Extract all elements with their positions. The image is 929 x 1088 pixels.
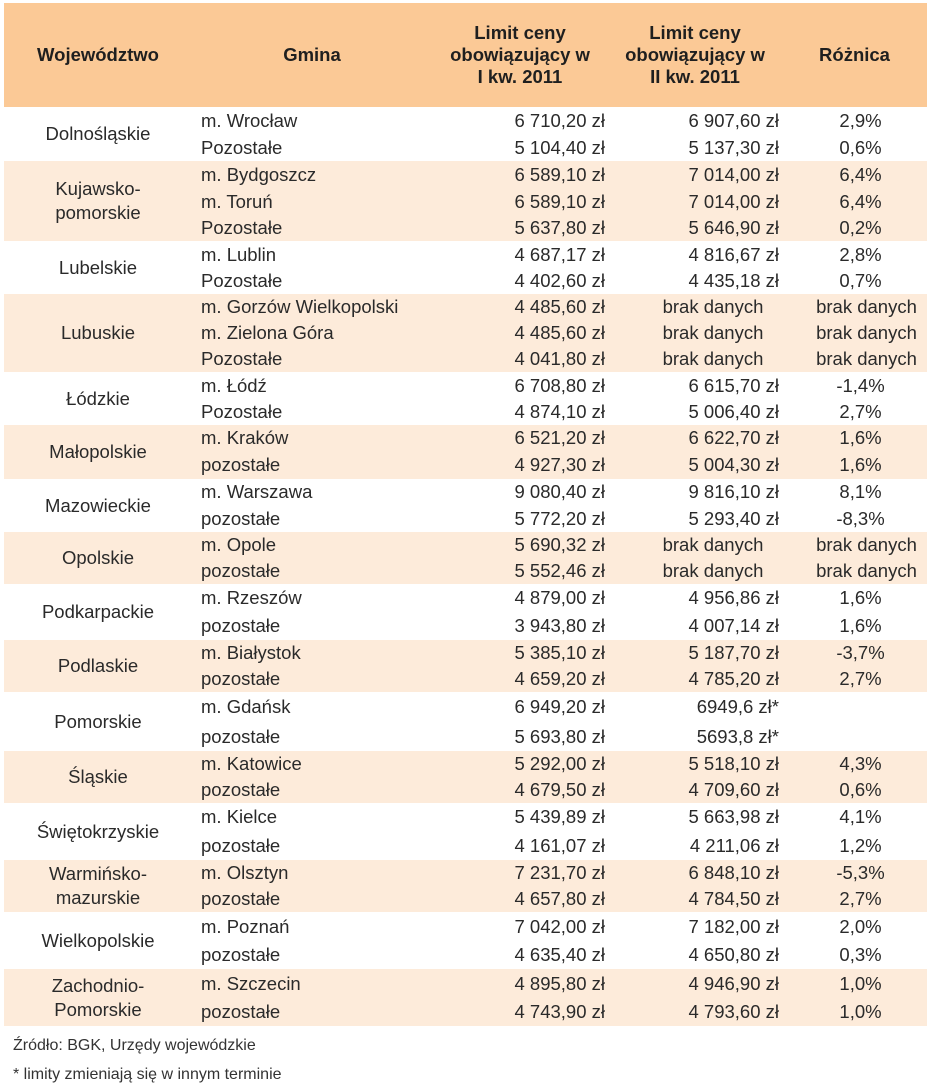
cell-limit-q1: 5 772,20 zł <box>514 507 605 529</box>
cell-limit-q1: 4 402,60 zł <box>514 270 605 291</box>
table-row <box>4 584 927 612</box>
cell-gmina: pozostałe <box>192 998 432 1026</box>
cell-limit-q1: 4 687,17 zł <box>514 243 605 265</box>
cell-limit-q1: 4 879,00 zł <box>514 587 605 608</box>
cell-limit-q1: 9 080,40 zł <box>514 481 605 502</box>
cell-gmina: pozostałe <box>192 777 432 803</box>
cell-limit-q1: 7 042,00 zł <box>514 915 605 937</box>
cell-limit-q2: 5 663,98 zł <box>688 806 779 827</box>
cell-limit-q1: 4 485,60 zł <box>432 320 608 346</box>
cell-gmina: m. Białystok <box>192 640 432 666</box>
cell-limit-q1: 5 104,40 zł <box>514 137 605 158</box>
cell-wojewodztwo: Wielkopolskie <box>41 929 155 951</box>
cell-roznica: 1,6% <box>782 425 927 451</box>
cell-wojewodztwo: Śląskie <box>4 751 192 803</box>
cell-gmina: m. Gorzów Wielkopolski <box>192 294 432 320</box>
cell-gmina: m. Olsztyn <box>192 860 432 886</box>
cell-roznica: 4,3% <box>782 751 927 777</box>
cell-gmina: pozostałe <box>201 944 281 965</box>
cell-roznica: -5,3% <box>782 860 927 886</box>
cell-roznica: brak danych <box>782 558 927 584</box>
cell-roznica: 0,6% <box>782 777 927 803</box>
cell-limit-q2: brak danych <box>608 558 782 584</box>
table-row <box>4 161 927 189</box>
cell-gmina: pozostałe <box>201 725 281 747</box>
cell-gmina: m. Wrocław <box>201 110 298 131</box>
cell-gmina: Pozostałe <box>192 215 432 241</box>
cell-limit-q2: 4 956,86 zł <box>688 587 779 608</box>
cell-gmina: Pozostałe <box>192 346 432 372</box>
table-header <box>4 3 927 107</box>
cell-roznica: 0,7% <box>839 270 882 291</box>
cell-roznica: 6,4% <box>782 189 927 215</box>
table-row <box>4 479 927 505</box>
cell-roznica: 1,2% <box>839 834 882 856</box>
footnote: * limity zmieniają się w innym terminie <box>13 1066 282 1083</box>
cell-limit-q2: 9 816,10 zł <box>688 481 779 502</box>
table-row <box>4 692 927 722</box>
cell-gmina: pozostałe <box>192 451 432 479</box>
cell-roznica: 1,0% <box>782 998 927 1026</box>
cell-limit-q2: brak danych <box>608 532 782 558</box>
cell-limit-q2: 6 848,10 zł <box>608 860 782 886</box>
cell-limit-q2: 4 793,60 zł <box>608 998 782 1026</box>
price-limit-table <box>4 3 927 1026</box>
cell-roznica: 0,6% <box>839 137 882 158</box>
cell-limit-q1: 3 943,80 zł <box>514 615 605 636</box>
cell-limit-q1: 4 874,10 zł <box>514 401 605 422</box>
cell-gmina: m. Toruń <box>192 189 432 215</box>
table-row <box>4 912 927 941</box>
cell-gmina: m. Katowice <box>192 751 432 777</box>
cell-limit-q1: 4 743,90 zł <box>432 998 608 1026</box>
cell-limit-q1: 4 927,30 zł <box>432 451 608 479</box>
cell-gmina: m. Warszawa <box>201 481 313 502</box>
table-row <box>4 969 927 998</box>
cell-gmina: m. Bydgoszcz <box>192 161 432 189</box>
cell-wojewodztwo: Pomorskie <box>54 710 142 732</box>
cell-limit-q2: 4 946,90 zł <box>608 969 782 998</box>
cell-gmina: m. Gdańsk <box>201 696 291 717</box>
table-row <box>4 425 927 451</box>
cell-wojewodztwo: Opolskie <box>4 532 192 584</box>
table-row <box>4 372 927 399</box>
cell-limit-q1: 6 521,20 zł <box>432 425 608 451</box>
cell-gmina: Pozostałe <box>201 270 283 291</box>
header-wojewodztwo: Województwo <box>4 3 192 107</box>
cell-gmina: m. Opole <box>192 532 432 558</box>
cell-roznica: 2,7% <box>839 401 882 422</box>
cell-roznica: -3,7% <box>782 640 927 666</box>
table-row <box>4 241 927 268</box>
cell-limit-q2: 6 622,70 zł <box>608 425 782 451</box>
cell-limit-q2: brak danych <box>608 294 782 320</box>
cell-wojewodztwo: Kujawsko- pomorskie <box>4 161 192 241</box>
source-note: Źródło: BGK, Urzędy wojewódzkie <box>13 1037 256 1054</box>
cell-limit-q1: 5 439,89 zł <box>514 806 605 827</box>
cell-roznica: brak danych <box>782 346 927 372</box>
cell-wojewodztwo: Lubuskie <box>4 294 192 372</box>
table-row <box>4 294 927 320</box>
cell-gmina: pozostałe <box>192 666 432 692</box>
cell-limit-q1: 6 710,20 zł <box>514 110 605 131</box>
cell-limit-q2: 4 435,18 zł <box>688 270 779 291</box>
table-row <box>4 640 927 666</box>
cell-roznica: 2,7% <box>782 886 927 912</box>
cell-gmina: m. Zielona Góra <box>192 320 432 346</box>
cell-wojewodztwo: Dolnośląskie <box>45 123 151 144</box>
cell-roznica: 2,8% <box>839 243 882 265</box>
cell-gmina: m. Szczecin <box>192 969 432 998</box>
cell-limit-q2: brak danych <box>608 346 782 372</box>
cell-limit-q2: 5 006,40 zł <box>688 401 779 422</box>
cell-wojewodztwo: Zachodnio- Pomorskie <box>4 969 192 1026</box>
table-row <box>4 860 927 886</box>
cell-gmina: Pozostałe <box>201 401 283 422</box>
cell-limit-q2: 4 709,60 zł <box>608 777 782 803</box>
cell-roznica: 1,6% <box>839 587 882 608</box>
cell-limit-q1: 5 637,80 zł <box>432 215 608 241</box>
cell-limit-q1: 4 895,80 zł <box>432 969 608 998</box>
cell-gmina: pozostałe <box>201 834 281 856</box>
cell-limit-q2: 6949,6 zł* <box>696 696 779 717</box>
cell-limit-q1: 6 589,10 zł <box>432 161 608 189</box>
cell-limit-q2: 4 785,20 zł <box>608 666 782 692</box>
cell-limit-q2: 6 615,70 zł <box>688 374 779 396</box>
cell-wojewodztwo: Podkarpackie <box>41 601 155 622</box>
cell-limit-q1: 4 659,20 zł <box>432 666 608 692</box>
header-roznica: Różnica <box>782 3 927 107</box>
cell-limit-q1: 5 690,32 zł <box>432 532 608 558</box>
cell-wojewodztwo: Łódzkie <box>66 387 130 409</box>
cell-limit-q1: 4 041,80 zł <box>432 346 608 372</box>
cell-gmina: m. Kraków <box>192 425 432 451</box>
cell-limit-q2: 7 014,00 zł <box>608 189 782 215</box>
table-body <box>4 107 927 1026</box>
table-row <box>4 751 927 777</box>
cell-roznica: 0,3% <box>839 944 882 965</box>
cell-limit-q1: 4 161,07 zł <box>514 834 605 856</box>
cell-roznica: 1,6% <box>782 451 927 479</box>
cell-roznica: 2,7% <box>782 666 927 692</box>
cell-limit-q2: 4 007,14 zł <box>688 615 779 636</box>
cell-roznica: 2,0% <box>839 915 882 937</box>
cell-roznica: 0,2% <box>782 215 927 241</box>
cell-limit-q1: 5 385,10 zł <box>432 640 608 666</box>
cell-limit-q2: 5 646,90 zł <box>608 215 782 241</box>
cell-wojewodztwo: Lubelskie <box>58 256 138 278</box>
cell-limit-q2: brak danych <box>608 320 782 346</box>
cell-wojewodztwo: Warmińsko- mazurskie <box>4 860 192 912</box>
cell-limit-q2: 4 650,80 zł <box>688 944 779 965</box>
cell-gmina: pozostałe <box>192 558 432 584</box>
cell-gmina: pozostałe <box>192 886 432 912</box>
cell-limit-q1: 4 679,50 zł <box>432 777 608 803</box>
cell-wojewodztwo: Podlaskie <box>4 640 192 692</box>
header-limit-q1: Limit ceny obowiązujący w I kw. 2011 <box>432 3 608 107</box>
cell-limit-q2: 5 137,30 zł <box>688 137 779 158</box>
cell-gmina: Pozostałe <box>201 137 283 158</box>
header-limit-q2: Limit ceny obowiązujący w II kw. 2011 <box>608 3 782 107</box>
cell-roznica: 1,0% <box>782 969 927 998</box>
cell-roznica: 4,1% <box>839 806 882 827</box>
cell-limit-q1: 5 693,80 zł <box>514 725 605 747</box>
cell-roznica: brak danych <box>782 320 927 346</box>
cell-roznica: brak danych <box>782 532 927 558</box>
cell-limit-q2: 4 784,50 zł <box>608 886 782 912</box>
cell-gmina: m. Lublin <box>201 243 277 265</box>
cell-limit-q1: 7 231,70 zł <box>432 860 608 886</box>
cell-gmina: m. Łódź <box>201 374 267 396</box>
table-row <box>4 803 927 831</box>
cell-roznica <box>782 722 927 751</box>
cell-roznica: brak danych <box>782 294 927 320</box>
cell-roznica: 8,1% <box>839 481 882 502</box>
cell-gmina: m. Kielce <box>201 806 278 827</box>
cell-limit-q1: 6 589,10 zł <box>432 189 608 215</box>
cell-limit-q2: 6 907,60 zł <box>688 110 779 131</box>
cell-limit-q2: 5693,8 zł* <box>696 725 779 747</box>
cell-limit-q1: 6 949,20 zł <box>514 696 605 717</box>
cell-roznica <box>782 692 927 722</box>
cell-roznica: -8,3% <box>836 507 885 529</box>
cell-wojewodztwo: Małopolskie <box>4 425 192 479</box>
table-row <box>4 107 927 135</box>
cell-limit-q2: 5 293,40 zł <box>688 507 779 529</box>
cell-limit-q2: 5 518,10 zł <box>608 751 782 777</box>
cell-limit-q2: 5 187,70 zł <box>608 640 782 666</box>
cell-limit-q2: 7 182,00 zł <box>688 915 779 937</box>
cell-limit-q2: 4 211,06 zł <box>689 834 779 856</box>
cell-gmina: pozostałe <box>201 507 281 529</box>
cell-roznica: 6,4% <box>782 161 927 189</box>
cell-roznica: 1,6% <box>839 615 882 636</box>
cell-limit-q2: 7 014,00 zł <box>608 161 782 189</box>
cell-limit-q1: 4 485,60 zł <box>432 294 608 320</box>
cell-gmina: pozostałe <box>201 615 281 636</box>
cell-limit-q1: 6 708,80 zł <box>514 374 605 396</box>
cell-roznica: 2,9% <box>839 110 882 131</box>
header-gmina: Gmina <box>192 3 432 107</box>
cell-wojewodztwo: Mazowieckie <box>45 494 151 516</box>
table-row <box>4 532 927 558</box>
cell-gmina: m. Rzeszów <box>201 587 302 608</box>
cell-wojewodztwo: Świętokrzyskie <box>36 820 160 842</box>
cell-limit-q2: 5 004,30 zł <box>608 451 782 479</box>
cell-gmina: m. Poznań <box>201 915 290 937</box>
cell-limit-q1: 4 657,80 zł <box>432 886 608 912</box>
cell-limit-q1: 5 552,46 zł <box>432 558 608 584</box>
cell-limit-q1: 5 292,00 zł <box>432 751 608 777</box>
cell-limit-q2: 4 816,67 zł <box>688 243 779 265</box>
cell-roznica: -1,4% <box>836 374 885 396</box>
cell-limit-q1: 4 635,40 zł <box>514 944 605 965</box>
